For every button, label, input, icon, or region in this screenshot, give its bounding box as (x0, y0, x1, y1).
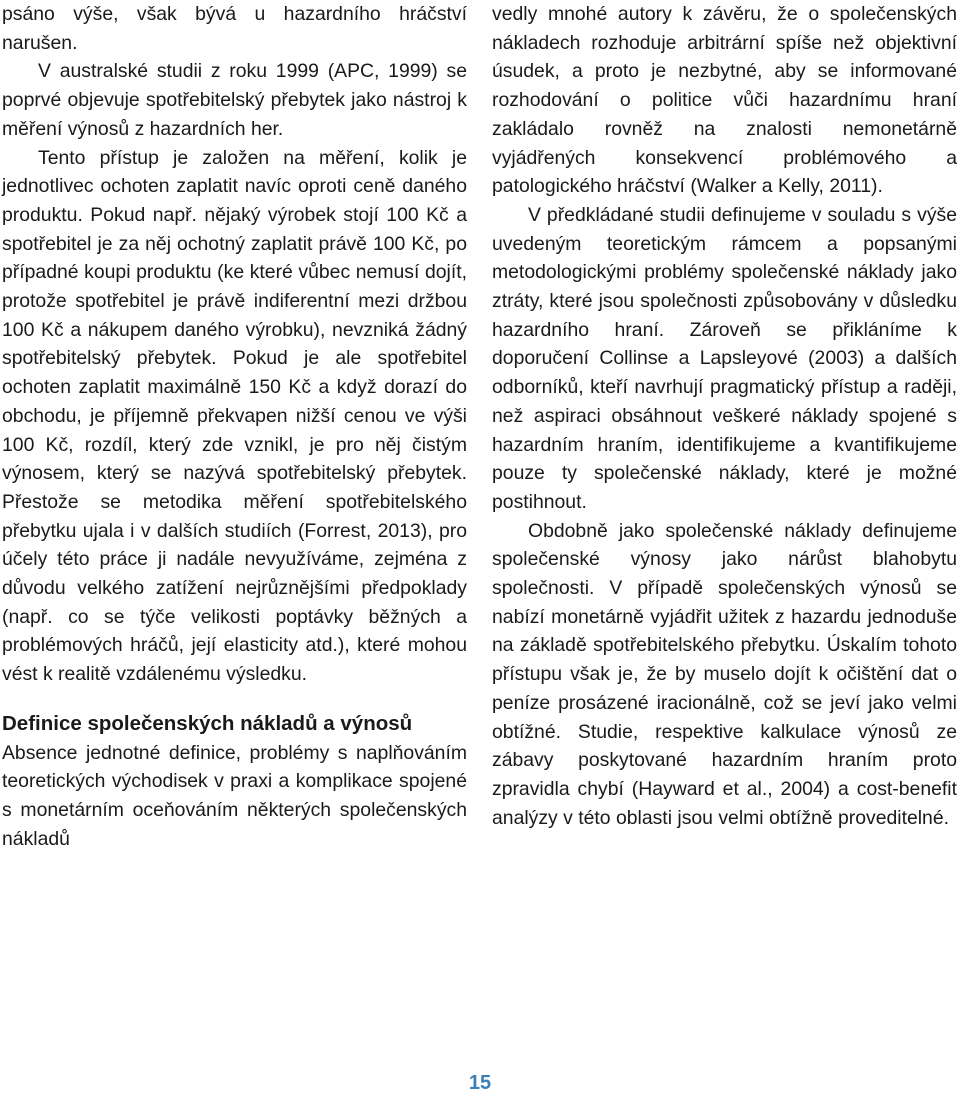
paragraph-continuation: psáno výše, však bývá u hazardního hráčství narušen. (2, 3, 467, 54)
paragraph-australian-study: V australské studii z roku 1999 (APC, 1999) se poprvé objevuje spotřebitelský přebytek jako nástroj k měření výnosů z hazardních her. (2, 60, 467, 140)
paragraph-arbitrary-judgement: vedly mnohé autory k závěru, že o společenských nákladech rozhoduje arbitrární spíše než objektivní úsudek, a proto je nezbytné, aby se informované rozhodování o politice vůči hazardnímu hraní zakládalo rovněž na znalosti nemonetárně vyjádřených konsekvencí problémového a patologického hráčství (Walker a Kelly, 2011). (492, 3, 957, 198)
left-column (2, 0, 467, 853)
paragraph-definition-intro: Absence jednotné definice, problémy s naplňováním teoretických východisek v praxi a komplikace spojené s monetárním oceňováním některých společenských nákladů (2, 741, 467, 850)
paragraph-consumer-surplus: Tento přístup je založen na měření, kolik je jednotlivec ochoten zaplatit navíc oproti ceně daného produktu. Pokud např. nějaký výrobek stojí 100 Kč a spotřebitel je za něj ochotný zaplatit právě 100 Kč, po případné koupi produktu (ke které vůbec nemusí dojít, protože spotřebitel je právě indiferentní mezi držbou 100 Kč a nákupem daného výrobku), nevzniká žádný spotřebitelský přebytek. Pokud je ale spotřebitel ochoten zaplatit maximálně 150 Kč a když dorazí do obchodu, je příjemně překvapen nižší cenou ve výši 100 Kč, rozdíl, který zde vznikl, je pro něj čistým výnosem, který se nazývá spotřebitelský přebytek. Přestože se metodika měření spotřebitelského přebytku ujala i v dalších studiích (Forrest, 2013), pro účely této práce ji nadále nevyužíváme, zejména z důvodu velkého zatížení nejrůznějšími předpoklady (např. co se týče velikosti poptávky běžných a problémových hráčů, její elasticity atd.), které mohou vést k realitě vzdálenému výsledku. (2, 146, 467, 686)
section-spacer (2, 689, 467, 710)
page-number: 15 (468, 1072, 492, 1094)
section-heading: Definice společenských nákladů a výnosů (2, 711, 413, 735)
paragraph-social-benefits-definition: Obdobně jako společenské náklady definujeme společenské výnosy jako nárůst blahobytu společnosti. V případě společenských výnosů se nabízí monetárně vyjádřit užitek z hazardu jednoduše na základě spotřebitelského přebytku. Úskalím tohoto přístupu však je, že by muselo dojít k očištění dat o peníze prosázené iracionálně, což se jeví jako velmi obtížné. Studie, respektive kalkulace výnosů ze zábavy poskytované hazardním hraním proto zpravidla chybí (Hayward et al., 2004) a cost-benefit analýzy v této oblasti jsou velmi obtížně proveditelné. (492, 519, 957, 829)
paragraph-social-costs-definition: V předkládané studii definujeme v souladu s výše uvedeným teoretickým rámcem a popsanými metodologickými problémy společenské náklady jako ztráty, které jsou společnosti způsobovány v důsledku hazardního hraní. Zároveň se přikláníme k doporučení Collinse a Lapsleyové (2003) a dalších odborníků, kteří navrhují pragmatický přístup a raději, než aspiraci obsáhnout veškeré náklady spojené s hazardním hraním, identifikujeme a kvantifikujeme pouze ty společenské náklady, které je možné postihnout. (492, 203, 957, 513)
right-column (492, 0, 957, 832)
